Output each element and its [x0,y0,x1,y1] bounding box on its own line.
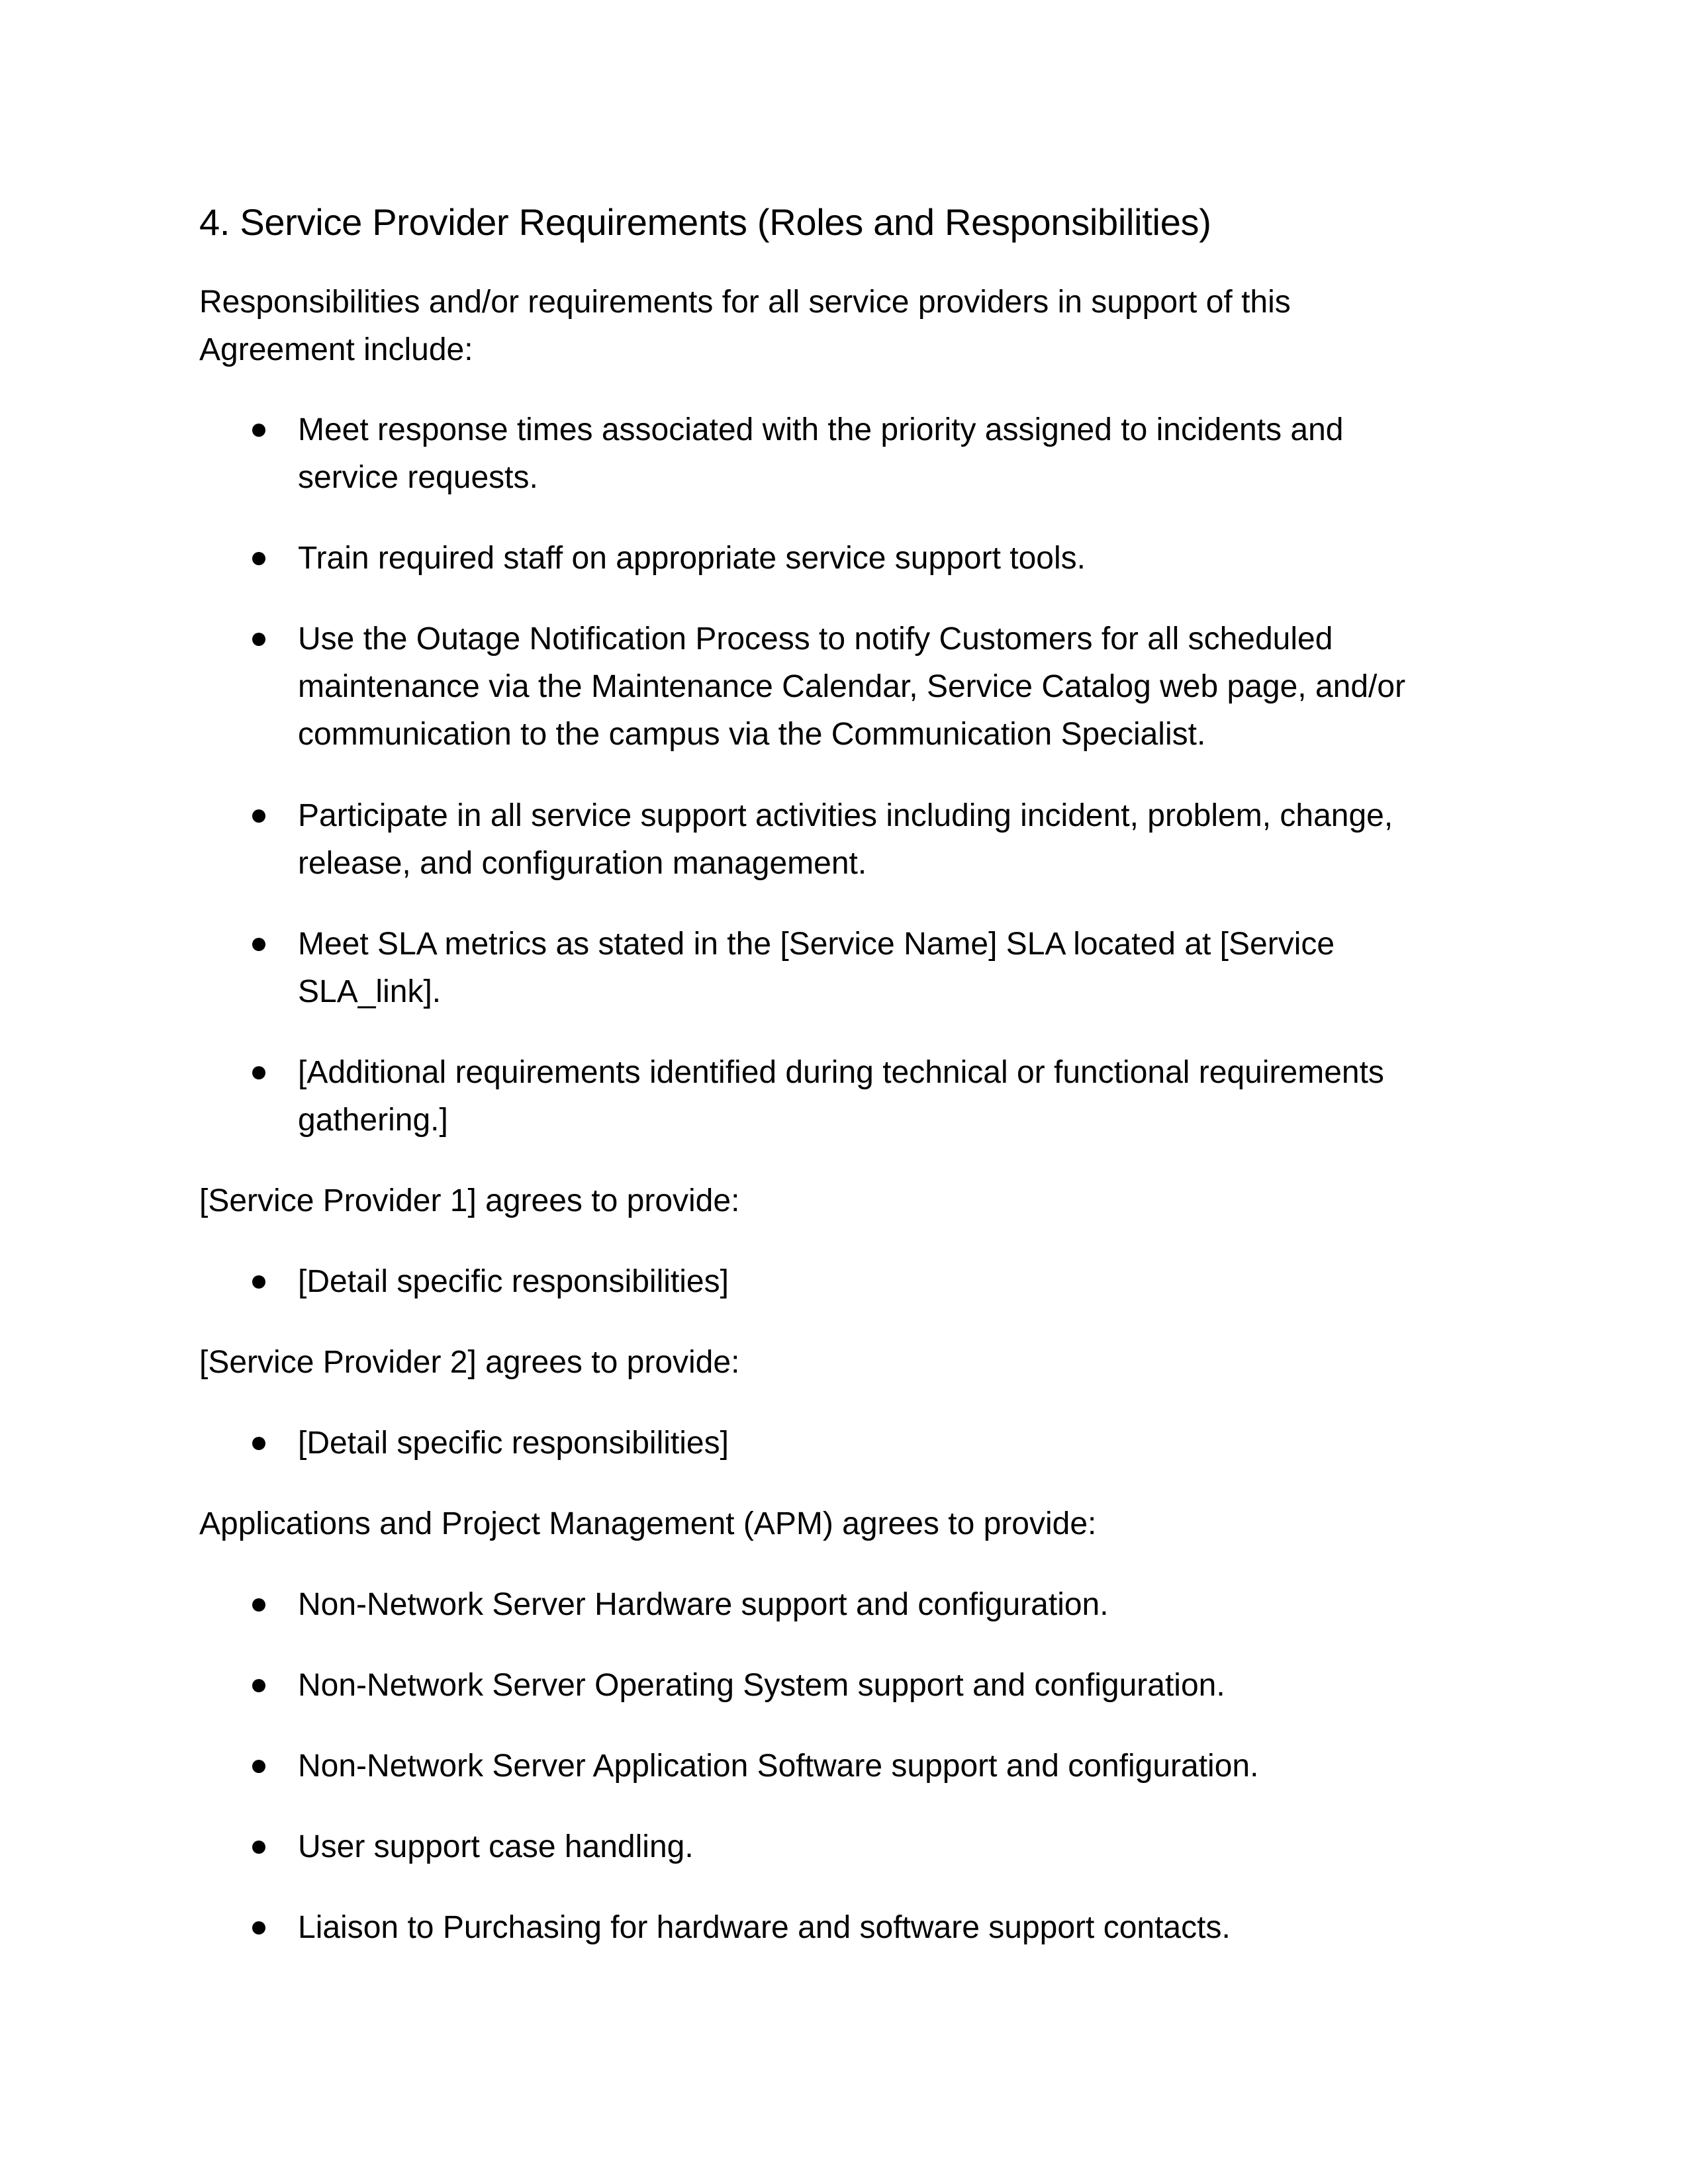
bullet-icon [252,424,265,437]
list-item-line: [Detail specific responsibilities] [298,1426,729,1461]
list-item-line: Non-Network Server Hardware support and configuration. [298,1587,1109,1622]
list-item-line: [Detail specific responsibilities] [298,1264,729,1299]
bullet-icon [252,552,265,565]
list-item-line: Participate in all service support activities including incident, problem, change, [298,798,1393,833]
list-item-line: communication to the campus via the Communication Specialist. [298,717,1206,752]
list-item-line: Use the Outage Notification Process to notify Customers for all scheduled [298,621,1333,657]
bullet-icon [252,1437,265,1450]
list-item-line: Meet response times associated with the priority assigned to incidents and [298,412,1344,447]
bullet-icon [252,1275,265,1289]
list-item-line: service requests. [298,460,538,495]
intro-paragraph [199,279,1291,374]
list-item-line: release, and configuration management. [298,846,867,881]
provider-2-label: [Service Provider 2] agrees to provide: [199,1345,740,1380]
list-item-line: maintenance via the Maintenance Calendar, Service Catalog web page, and/or [298,669,1406,704]
intro-line: Agreement include: [199,332,473,367]
list-item-line: Non-Network Server Operating System support and configuration. [298,1668,1225,1703]
bullet-icon [252,809,265,823]
bullet-icon [252,1679,265,1692]
list-item-line: Liaison to Purchasing for hardware and software support contacts. [298,1910,1231,1945]
bullet-icon [252,938,265,951]
bullet-icon [252,1921,265,1934]
list-item-line: Train required staff on appropriate service support tools. [298,541,1086,576]
list-item-line: SLA_link]. [298,974,442,1009]
bullet-icon [252,1841,265,1854]
bullet-icon [252,1598,265,1612]
apm-label: Applications and Project Management (APM) agrees to provide: [199,1506,1097,1541]
bullet-icon [252,1760,265,1773]
intro-line: Responsibilities and/or requirements for all service providers in support of this [199,285,1291,320]
list-item-line: Non-Network Server Application Software support and configuration. [298,1749,1259,1784]
list-item-line: [Additional requirements identified during technical or functional requirements [298,1055,1384,1090]
list-item-line: User support case handling. [298,1829,694,1864]
list-item-line: Meet SLA metrics as stated in the [Service Name] SLA located at [Service [298,927,1335,962]
list-item-line: gathering.] [298,1103,448,1138]
bullet-icon [252,1066,265,1079]
bullet-icon [252,633,265,646]
section-heading: 4. Service Provider Requirements (Roles and Responsibilities) [199,201,1211,243]
provider-1-label: [Service Provider 1] agrees to provide: [199,1183,740,1218]
